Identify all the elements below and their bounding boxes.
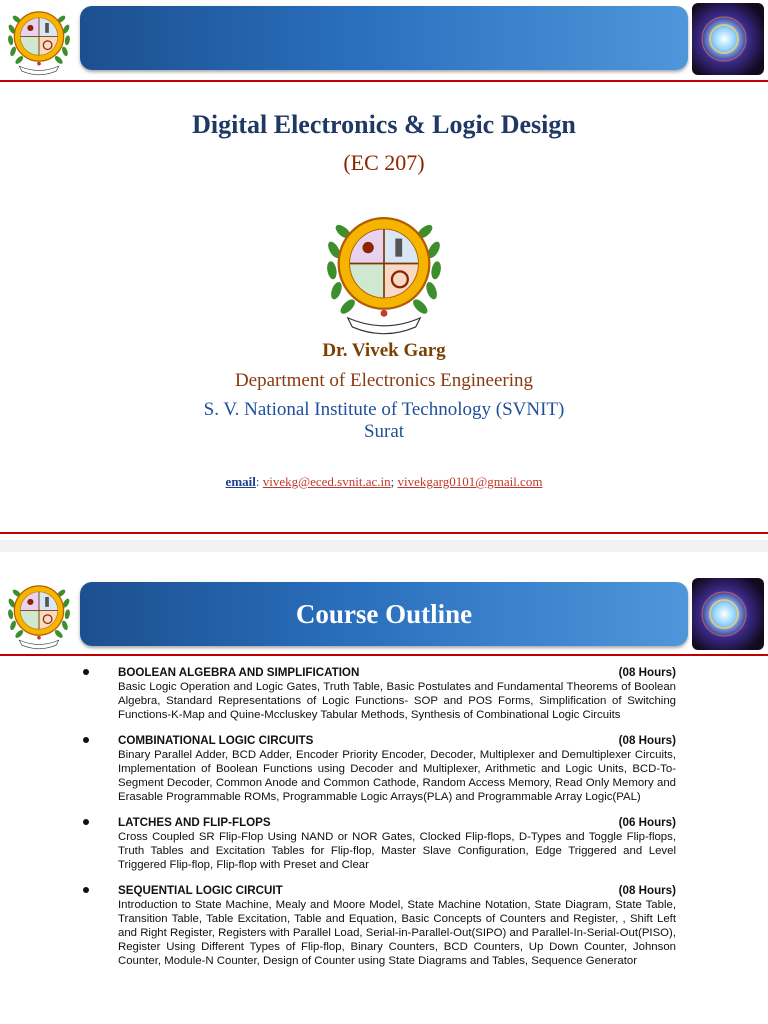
city: Surat bbox=[363, 421, 405, 442]
email-link-primary[interactable]: vivekg@eced.svnit.ac.in bbox=[262, 474, 391, 489]
bullet-icon bbox=[83, 819, 89, 825]
topic-description: Introduction to State Machine, Mealy and Moore Model, State Machine Notation, State Diagram, State Table, Transition Table, Table Excitation, Table and Equation, Basic Concepts of Counters and Register, , Shift Left and Right Register, Registers with Parallel Load, Serial-in-Parallel-Out(SIPO) and Parallel-In-Serial-Out(PISO), Register Using Different Types of Flip-flop, Binary Counters, BCD Counters, Up Down Counter, Johnson Counter, Module-N Counter, Design of Counter using State Diagrams and Tables, Sequence Generator bbox=[118, 899, 676, 967]
list-item bbox=[96, 666, 676, 722]
header-bar bbox=[80, 582, 688, 646]
topic-description: Basic Logic Operation and Logic Gates, Truth Table, Basic Postulates and Fundamental Theorems of Boolean Algebra, Standard Representations of Logic Functions- SOP and POS Forms, Simplification of Switching Functions-K-Map and Quine-Mccluskey Tabular Methods, Synthesis of Combinational Logic Circuits bbox=[118, 681, 676, 721]
institute-logo bbox=[2, 2, 76, 76]
topic-name: SEQUENTIAL LOGIC CIRCUIT bbox=[118, 884, 283, 897]
topic-name: BOOLEAN ALGEBRA AND SIMPLIFICATION bbox=[118, 666, 360, 679]
institute-name: S. V. National Institute of Technology (SVNIT) bbox=[203, 399, 565, 420]
header-bar bbox=[80, 6, 688, 70]
bullet-icon bbox=[83, 737, 89, 743]
email-join: ; bbox=[390, 474, 398, 489]
space-image bbox=[692, 3, 764, 75]
list-item bbox=[96, 734, 676, 804]
outline-slide bbox=[0, 552, 768, 1024]
header-rule bbox=[0, 654, 768, 656]
topic-hours: (06 Hours) bbox=[618, 816, 676, 829]
top-rule bbox=[0, 80, 768, 82]
email-separator: : bbox=[255, 474, 263, 489]
email-label: email bbox=[225, 474, 256, 489]
list-item bbox=[96, 884, 676, 968]
institute-logo bbox=[2, 576, 76, 650]
slide-title: Course Outline bbox=[295, 598, 473, 629]
topic-list bbox=[96, 666, 676, 980]
bottom-rule bbox=[0, 532, 768, 534]
topic-description: Cross Coupled SR Flip-Flop Using NAND or NOR Gates, Clocked Flip-flops, D-Types and Toggle Flip-flops, Truth Tables and Excitation Tables for Flip-flop, Master Slave Configuration, Edge Triggered and Level Triggered Flip-flop, Flip-flop with Preset and Clear bbox=[118, 831, 676, 871]
topic-name: COMBINATIONAL LOGIC CIRCUITS bbox=[118, 734, 314, 747]
email-row bbox=[0, 474, 768, 490]
space-image bbox=[692, 578, 764, 650]
list-item bbox=[96, 816, 676, 872]
topic-hours: (08 Hours) bbox=[618, 734, 676, 747]
topic-description: Binary Parallel Adder, BCD Adder, Encoder Priority Encoder, Decoder, Multiplexer and Demultiplexer Circuits, Implementation of Boolean Functions using Decoder and Multiplexer, Arithmetic and Logic Units, BCD-To-Segment Decoder, Common Anode and Common Cathode, Random Access Memory, Read Only Memory and Erasable Programmable ROMs, Programmable Logic Arrays(PLA) and Programmable Array Logic(PAL) bbox=[118, 749, 676, 803]
topic-name: LATCHES AND FLIP-FLOPS bbox=[118, 816, 271, 829]
email-link-secondary[interactable]: vivekgarg0101@gmail.com bbox=[397, 474, 543, 489]
course-code: (EC 207) bbox=[343, 150, 425, 175]
author-name: Dr. Vivek Garg bbox=[322, 340, 446, 361]
topic-hours: (08 Hours) bbox=[618, 884, 676, 897]
bullet-icon bbox=[83, 669, 89, 675]
slide-gap bbox=[0, 540, 768, 552]
bullet-icon bbox=[83, 887, 89, 893]
presentation-title: Digital Electronics & Logic Design bbox=[192, 110, 576, 139]
institute-emblem bbox=[316, 200, 452, 336]
topic-hours: (08 Hours) bbox=[618, 666, 676, 679]
department: Department of Electronics Engineering bbox=[234, 370, 534, 391]
